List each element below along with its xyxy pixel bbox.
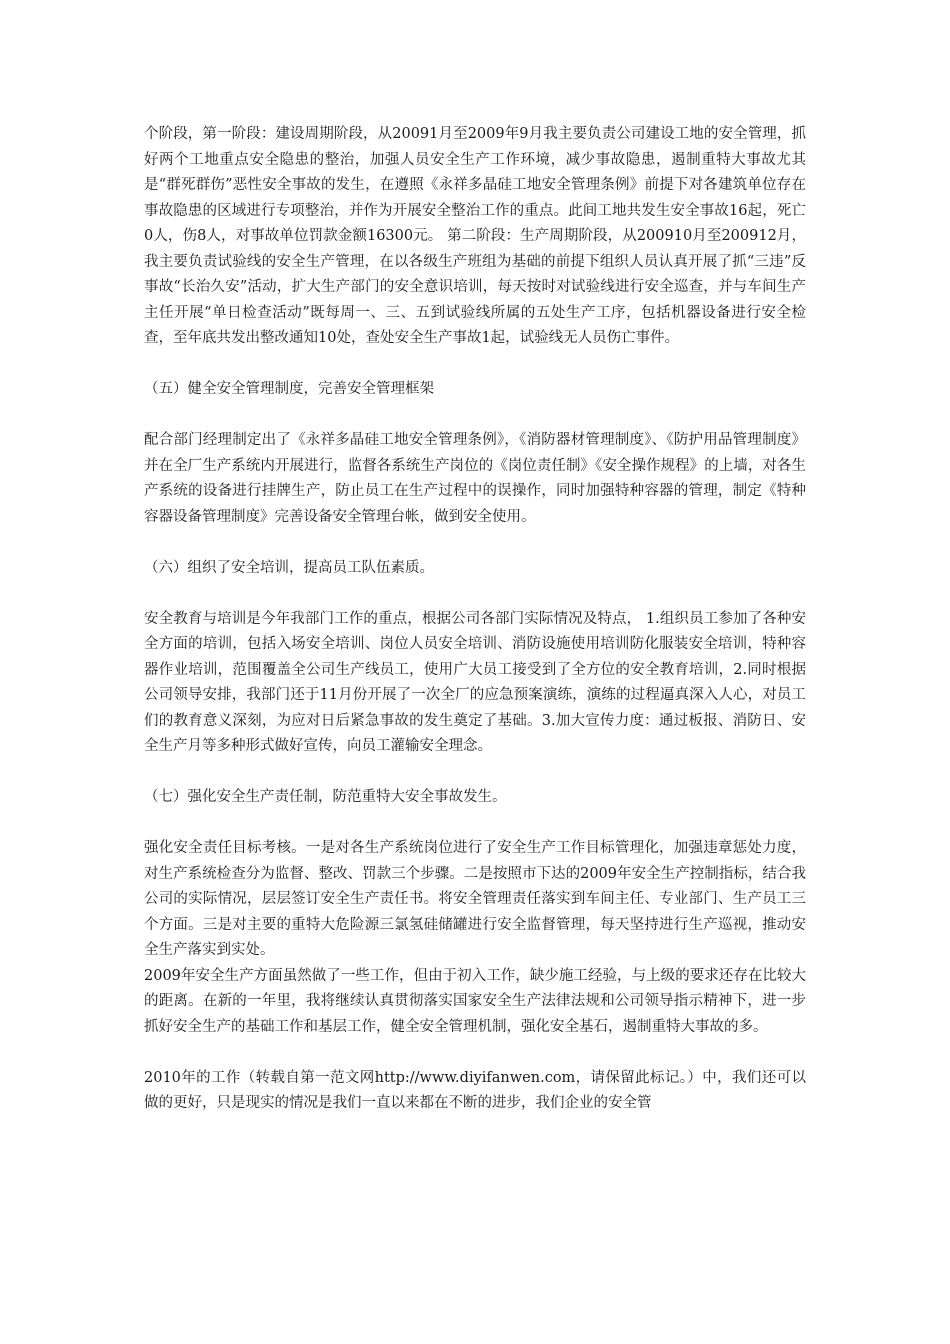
section-heading-6: （六）组织了安全培训，提高员工队伍素质。 <box>144 559 434 576</box>
paragraph-responsibility: 强化安全责任目标考核。一是对各生产系统岗位进行了安全生产工作目标管理化，加强违章惩处力度，对生产系统检查分为监督、整改、罚款三个步骤。二是按照市下达的2009年安全生产控制指标，结合我公司的实际情况，层层签订安全生产责任书。将安全管理责任落实到车间主任、专业部门、生产员工三个方面。三是对主要的重特大危险源三氯氢硅储罐进行安全监督管理，每天坚持进行生产巡视，推动安全生产落实到实处。 <box>144 840 806 958</box>
paragraph-safety-training: 安全教育与培训是今年我部门工作的重点，根据公司各部门实际情况及特点， 1.组织员工参加了各种安全方面的培训，包括入场安全培训、岗位人员安全培训、消防设施使用培训防化服装安全培训，特种容器作业培训，范围覆盖全公司生产线员工，使用广大员工接受到了全方位的安全教育培训，2.同时根据公司领导安排，我部门还于11月份开展了一次全厂的应急预案演练，演练的过程逼真深入人心，对员工们的教育意义深刻，为应对日后紧急事故的发生奠定了基础。3.加大宣传力度：通过板报、消防日、安全生产月等多种形式做好宣传，向员工灌输安全理念。 <box>144 610 806 754</box>
paragraph-management-system: 配合部门经理制定出了《永祥多晶硅工地安全管理条例》，《消防器材管理制度》、《防护用品管理制度》并在全厂生产系统内开展进行，监督各系统生产岗位的《岗位责任制》《安全操作规程》的上墙，对各生产系统的设备进行挂牌生产，防止员工在生产过程中的误操作，同时加强特种容器的管理，制定《特种容器设备管理制度》完善设备安全管理台帐，做到安全使用。 <box>144 432 806 525</box>
paragraph-2009-summary: 2009年安全生产方面虽然做了一些工作，但由于初入工作，缺少施工经验，与上级的要求还存在比较大的距离。在新的一年里，我将继续认真贯彻落实国家安全生产法律法规和公司领导指示精神下，进一步抓好安全生产的基础工作和基层工作，健全安全管理机制，强化安全基石，遏制重特大事故的多。 <box>144 967 806 1035</box>
section-heading-5: （五）健全安全管理制度，完善安全管理框架 <box>144 381 434 397</box>
paragraph-2010-work: 2010年的工作（转载自第一范文网http://www.diyifanwen.com，请保留此标记。）中，我们还可以做的更好，只是现实的情况是我们一直以来都在不断的进步，我们企业的安全管 <box>144 1069 806 1111</box>
section-heading-7: （七）强化安全生产责任制，防范重特大安全事故发生。 <box>144 789 507 805</box>
document-body <box>144 122 806 1117</box>
paragraph-stage-summary: 个阶段，第一阶段：建设周期阶段，从20091月至2009年9月我主要负责公司建设工地的安全管理，抓好两个工地重点安全隐患的整治，加强人员安全生产工作环境，减少事故隐患，遏制重特大事故尤其是“群死群伤”恶性安全事故的发生，在遵照《永祥多晶硅工地安全管理条例》前提下对各建筑单位存在事故隐患的区域进行专项整治，并作为开展安全整治工作的重点。此间工地共发生安全事故16起，死亡0人，伤8人，对事故单位罚款金额16300元。 第二阶段：生产周期阶段，从200910月至200912月，我主要负责试验线的安全生产管理，在以各级生产班组为基础的前提下组织人员认真开展了抓“三违”反事故“长治久安”活动，扩大生产部门的安全意识培训，每天按时对试验线进行安全巡查，并与车间生产主任开展“单日检查活动”既每周一、三、五到试验线所属的五处生产工序，包括机器设备进行安全检查，至年底共发出整改通知10处，查处安全生产事故1起，试验线无人员伤亡事件。 <box>144 126 806 346</box>
